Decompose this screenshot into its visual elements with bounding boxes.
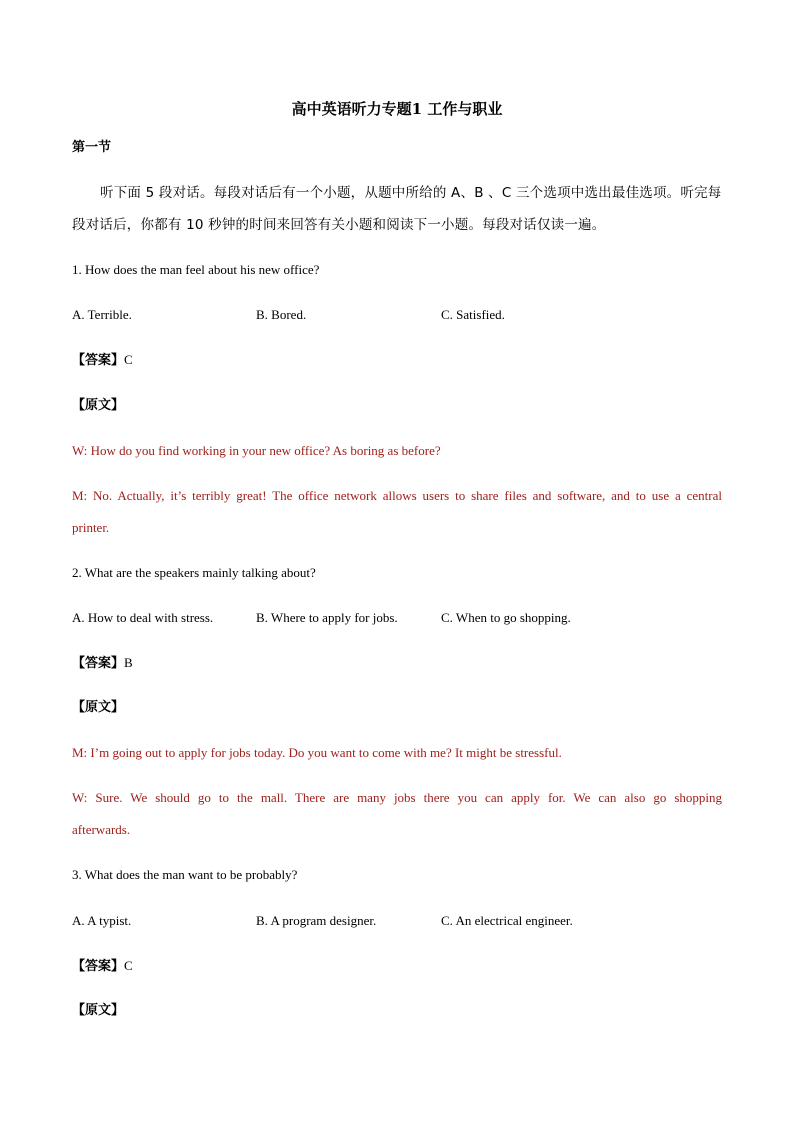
instructions-line-1: 听下面 5 段对话。每段对话后有一个小题，从题中所给的 A、B 、C 三个选项中选出最佳选项。听完每 [100, 185, 722, 201]
answer-value: C [124, 352, 133, 367]
question-1-transcript-line-1: W: How do you find working in your new office? As boring as before? [72, 443, 441, 458]
question-2-option-c: C. When to go shopping. [441, 610, 571, 625]
question-2-transcript-line-2: W: Sure. We should go to the mall. There are many jobs there you can apply for. We can also go shopping [72, 790, 722, 805]
answer-label: 【答案】 [72, 353, 125, 368]
question-1-transcript-line-3: printer. [72, 520, 110, 535]
question-2-transcript-line-3: afterwards. [72, 822, 131, 837]
question-1-transcript-line-2: M: No. Actually, it’s terribly great! The office network allows users to share files and software, and to use a central [72, 488, 722, 503]
question-3-option-b: B. A program designer. [256, 913, 377, 928]
answer-value: C [124, 958, 133, 973]
question-1-option-c: C. Satisfied. [441, 307, 505, 322]
question-3-stem: 3. What does the man want to be probably? [72, 867, 298, 882]
question-3-option-a: A. A typist. [72, 913, 132, 928]
answer-label: 【答案】 [72, 656, 125, 671]
question-3-transcript-label: 【原文】 [72, 1003, 125, 1018]
page-title: 高中英语听力专题1 工作与职业 [291, 100, 503, 118]
question-3-answer [72, 957, 722, 976]
question-3-option-c: C. An electrical engineer. [441, 913, 573, 928]
question-2-stem: 2. What are the speakers mainly talking about? [72, 565, 316, 580]
question-1-option-b: B. Bored. [256, 307, 307, 322]
question-2-option-b: B. Where to apply for jobs. [256, 610, 398, 625]
question-1-stem: 1. How does the man feel about his new office? [72, 262, 320, 277]
question-2-transcript-label: 【原文】 [72, 700, 125, 715]
question-2-answer [72, 654, 722, 673]
section-heading: 第一节 [72, 140, 112, 155]
question-2-transcript-line-1: M: I’m going out to apply for jobs today. Do you want to come with me? It might be stressful. [72, 745, 562, 760]
instructions-line-2: 段对话后，你都有 10 秒钟的时间来回答有关小题和阅读下一小题。每段对话仅读一遍。 [72, 217, 606, 233]
answer-label: 【答案】 [72, 959, 125, 974]
question-1-option-a: A. Terrible. [72, 307, 132, 322]
answer-value: B [124, 655, 133, 670]
question-2-option-a: A. How to deal with stress. [72, 610, 214, 625]
question-1-transcript-label: 【原文】 [72, 398, 125, 413]
question-1-answer [72, 351, 722, 370]
